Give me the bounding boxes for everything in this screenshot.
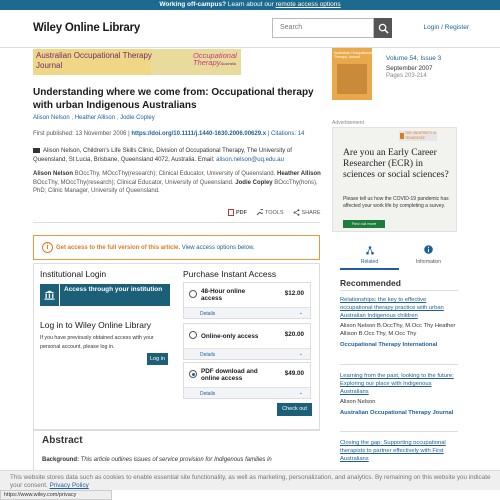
login-register-link[interactable]: Login / Register xyxy=(423,24,469,31)
author-link[interactable]: Jodie Copley xyxy=(120,115,155,121)
recommended-item xyxy=(340,372,458,417)
cookie-banner xyxy=(0,470,500,490)
recommended-item xyxy=(340,439,458,463)
pdf-button[interactable] xyxy=(228,209,247,216)
divider xyxy=(340,290,458,291)
affil-author-text: BOccThy(hons), PhD; Clinic Manager, University of Queensland. xyxy=(33,179,318,194)
checkout-button[interactable]: Check out xyxy=(277,403,312,416)
advertisement-label: Advertisement xyxy=(332,120,364,126)
recommended-journal-link[interactable]: Occupational Therapy International xyxy=(340,342,438,348)
recommended-item xyxy=(340,296,458,349)
option-details-toggle[interactable] xyxy=(184,307,310,318)
divider xyxy=(340,431,458,432)
email-link[interactable]: alison.nelson@uq.edu.au xyxy=(216,156,284,163)
access-notice xyxy=(33,235,320,260)
divider xyxy=(33,222,320,223)
affil-author-text: BOccThy, MOccThy(research); Clinical Educator, University of Queensland. xyxy=(73,171,277,177)
abstract-body: This article outlines issues of service provision for Indigenous families in xyxy=(79,457,272,463)
citations-link[interactable]: Citations: 14 xyxy=(270,131,305,137)
status-bar-url: https://www.wiley.com/privacy xyxy=(0,490,112,500)
site-logo[interactable]: Wiley Online Library xyxy=(33,22,141,34)
journal-banner[interactable] xyxy=(33,49,241,75)
wrench-icon xyxy=(256,209,263,216)
ad-body: Please tell us how the COVID-19 pandemic has affected your work life by completing a survey. xyxy=(343,196,449,209)
access-notice-text: Get access to the full version of this article. xyxy=(56,245,181,251)
institutional-login-heading: Institutional Login xyxy=(40,269,107,279)
abstract-heading: Abstract xyxy=(42,435,83,446)
doi-link[interactable]: https://doi.org/10.1111/j.1440-1630.2006.00629.x xyxy=(131,131,267,137)
publication-info: First published: 13 November 2006 | https://doi.org/10.1111/j.1440-1630.2006.00629.x | Citations: 14 xyxy=(33,131,305,137)
search-button[interactable] xyxy=(374,18,392,38)
affil-author-name: Jodie Copley xyxy=(235,179,273,186)
recommended-title-link[interactable]: Relationships: the key to effective occupational therapy practice with urban Australian Indigenous children xyxy=(340,297,444,319)
purchase-option[interactable] xyxy=(183,323,311,360)
mail-icon xyxy=(33,148,40,153)
wol-login-text: If you have previously obtained access with your personal account, please log in. xyxy=(40,335,154,350)
search-icon xyxy=(378,23,389,34)
ota-logo xyxy=(193,52,241,67)
pdf-label: PDF xyxy=(236,209,247,216)
ota-logo-sub: Australia xyxy=(220,61,237,66)
ad-find-out-more-button[interactable]: Find out more xyxy=(343,220,385,228)
recommended-heading: Recommended xyxy=(340,278,401,288)
journal-name-line1: Australian Occupational Therapy xyxy=(36,51,152,60)
chevron-down-icon: ⌄ xyxy=(298,351,303,357)
search-placeholder: Search xyxy=(280,24,303,31)
author-list: Alison Nelson , Heather Allison , Jodie Copley xyxy=(33,115,155,121)
information-icon xyxy=(424,245,433,254)
option-price: $12.00 xyxy=(284,290,304,297)
affil-author-name: Heather Allison xyxy=(276,171,321,177)
privacy-policy-link[interactable]: Privacy Policy xyxy=(49,482,89,489)
share-icon xyxy=(293,209,300,216)
tools-label: TOOLS xyxy=(265,209,284,216)
option-details-toggle[interactable] xyxy=(184,348,310,359)
remote-access-text: Learn about our xyxy=(226,1,276,8)
ad-headline: Are you an Early Career Researcher (ECR) in sciences or social sciences? xyxy=(343,147,449,180)
corresponding-affiliation xyxy=(33,147,323,164)
abstract-label: Background: xyxy=(42,457,80,463)
volume-issue-link[interactable]: Volume 54, Issue 3 xyxy=(386,55,442,62)
cover-image xyxy=(337,64,367,94)
site-header xyxy=(0,10,500,48)
journal-name-line2: Journal xyxy=(36,61,63,70)
divider xyxy=(340,364,458,365)
journal-cover[interactable] xyxy=(332,48,372,100)
affiliation-text: Alison Nelson, Children's Life Skills Clinic, Division of Occupational Therapy, The University of Queensland, St Lucia, Brisbane, Queensland 4072, Australia. Email: xyxy=(33,148,292,163)
view-access-options-link[interactable]: View access options below. xyxy=(180,245,255,251)
affil-author-name: Alison Nelson xyxy=(33,171,74,177)
share-label: SHARE xyxy=(301,209,321,216)
article-title: Understanding where we come from: Occupational therapy with urban Indigenous Australians xyxy=(33,87,314,111)
ota-logo-text: Occupational Therapy xyxy=(193,51,237,67)
recommended-journal-link[interactable]: Australian Occupational Therapy Journal xyxy=(340,410,454,416)
cookie-text: This website stores data such as cookies to enable essential site functionality, as well as marketing, personalization, and analytics. By remaining on this website you indicate your consent. xyxy=(10,474,491,489)
affil-author-text: BOccThy, MOccThy(research); Clinical Educator, University of Queensland. xyxy=(33,179,236,186)
recommended-title-link[interactable]: Closing the gap: Supporting occupational therapists to partner effectively with First Australians xyxy=(340,440,446,462)
pdf-icon xyxy=(228,209,234,216)
option-name: Online-only access xyxy=(201,333,259,340)
tab-information[interactable] xyxy=(399,242,458,270)
tab-related[interactable] xyxy=(340,242,399,270)
details-label: Details xyxy=(200,311,216,317)
option-price: $20.00 xyxy=(284,331,304,338)
purchase-option[interactable] xyxy=(183,362,311,399)
article-tools xyxy=(228,209,321,216)
remote-access-bar xyxy=(0,0,500,10)
sidebar-tabs xyxy=(340,242,458,270)
institution-access-button[interactable] xyxy=(40,284,170,306)
details-label: Details xyxy=(200,391,216,397)
option-price: $49.00 xyxy=(284,370,304,377)
chevron-down-icon: ⌄ xyxy=(298,310,303,316)
login-button[interactable]: Log in xyxy=(147,353,168,365)
issue-pages: Pages 203-214 xyxy=(386,73,427,79)
institution-access-label: Access through your institution xyxy=(64,286,163,293)
first-published-label: First published: xyxy=(33,131,76,137)
tab-information-label: Information xyxy=(415,259,441,265)
recommended-title-link[interactable]: Learning from the past, looking to the future: Exploring our place with Indigenous Australians xyxy=(340,373,454,395)
remote-access-bold: Working off-campus? xyxy=(159,1,227,8)
radio-button[interactable] xyxy=(189,290,197,298)
info-icon: i xyxy=(42,242,53,253)
remote-access-link[interactable]: remote access options xyxy=(275,1,341,8)
wol-login-heading: Log in to Wiley Online Library xyxy=(40,320,152,330)
institution-icon xyxy=(40,284,60,306)
purchase-heading: Purchase Instant Access xyxy=(183,269,277,279)
chevron-down-icon: ⌄ xyxy=(298,390,303,396)
tab-related-label: Related xyxy=(360,259,379,265)
author-affiliations xyxy=(33,170,323,196)
author-link[interactable]: Alison Nelson xyxy=(33,115,70,121)
recommended-authors: Alison Nelson xyxy=(340,399,376,405)
tools-button[interactable] xyxy=(256,209,284,216)
author-link[interactable]: Heather Allison xyxy=(74,115,116,121)
option-name: 48-Hour online access xyxy=(201,288,246,302)
share-button[interactable] xyxy=(293,209,321,216)
cover-title: Australian Occupational Therapy Journal xyxy=(334,51,372,59)
abstract-text xyxy=(42,457,312,463)
option-details-toggle[interactable] xyxy=(184,387,310,398)
first-published-date: 13 November 2006 xyxy=(75,131,127,137)
advertisement[interactable] xyxy=(332,127,457,232)
details-label: Details xyxy=(200,352,216,358)
option-name: PDF download and online access xyxy=(201,368,258,382)
university-logo: THE UNIVERSITY of TENNESSEE xyxy=(399,131,437,141)
recommended-authors: Alison Nelson B.OccThy, M.Occ Thy Heather Allison B.Occ Thy, M.Occ Thy xyxy=(340,323,456,337)
radio-button[interactable] xyxy=(189,331,197,339)
related-icon xyxy=(366,246,374,255)
issue-date: September 2007 xyxy=(386,65,433,72)
radio-button-selected[interactable] xyxy=(189,370,197,378)
search-input[interactable] xyxy=(272,18,374,38)
purchase-option[interactable] xyxy=(183,282,311,319)
